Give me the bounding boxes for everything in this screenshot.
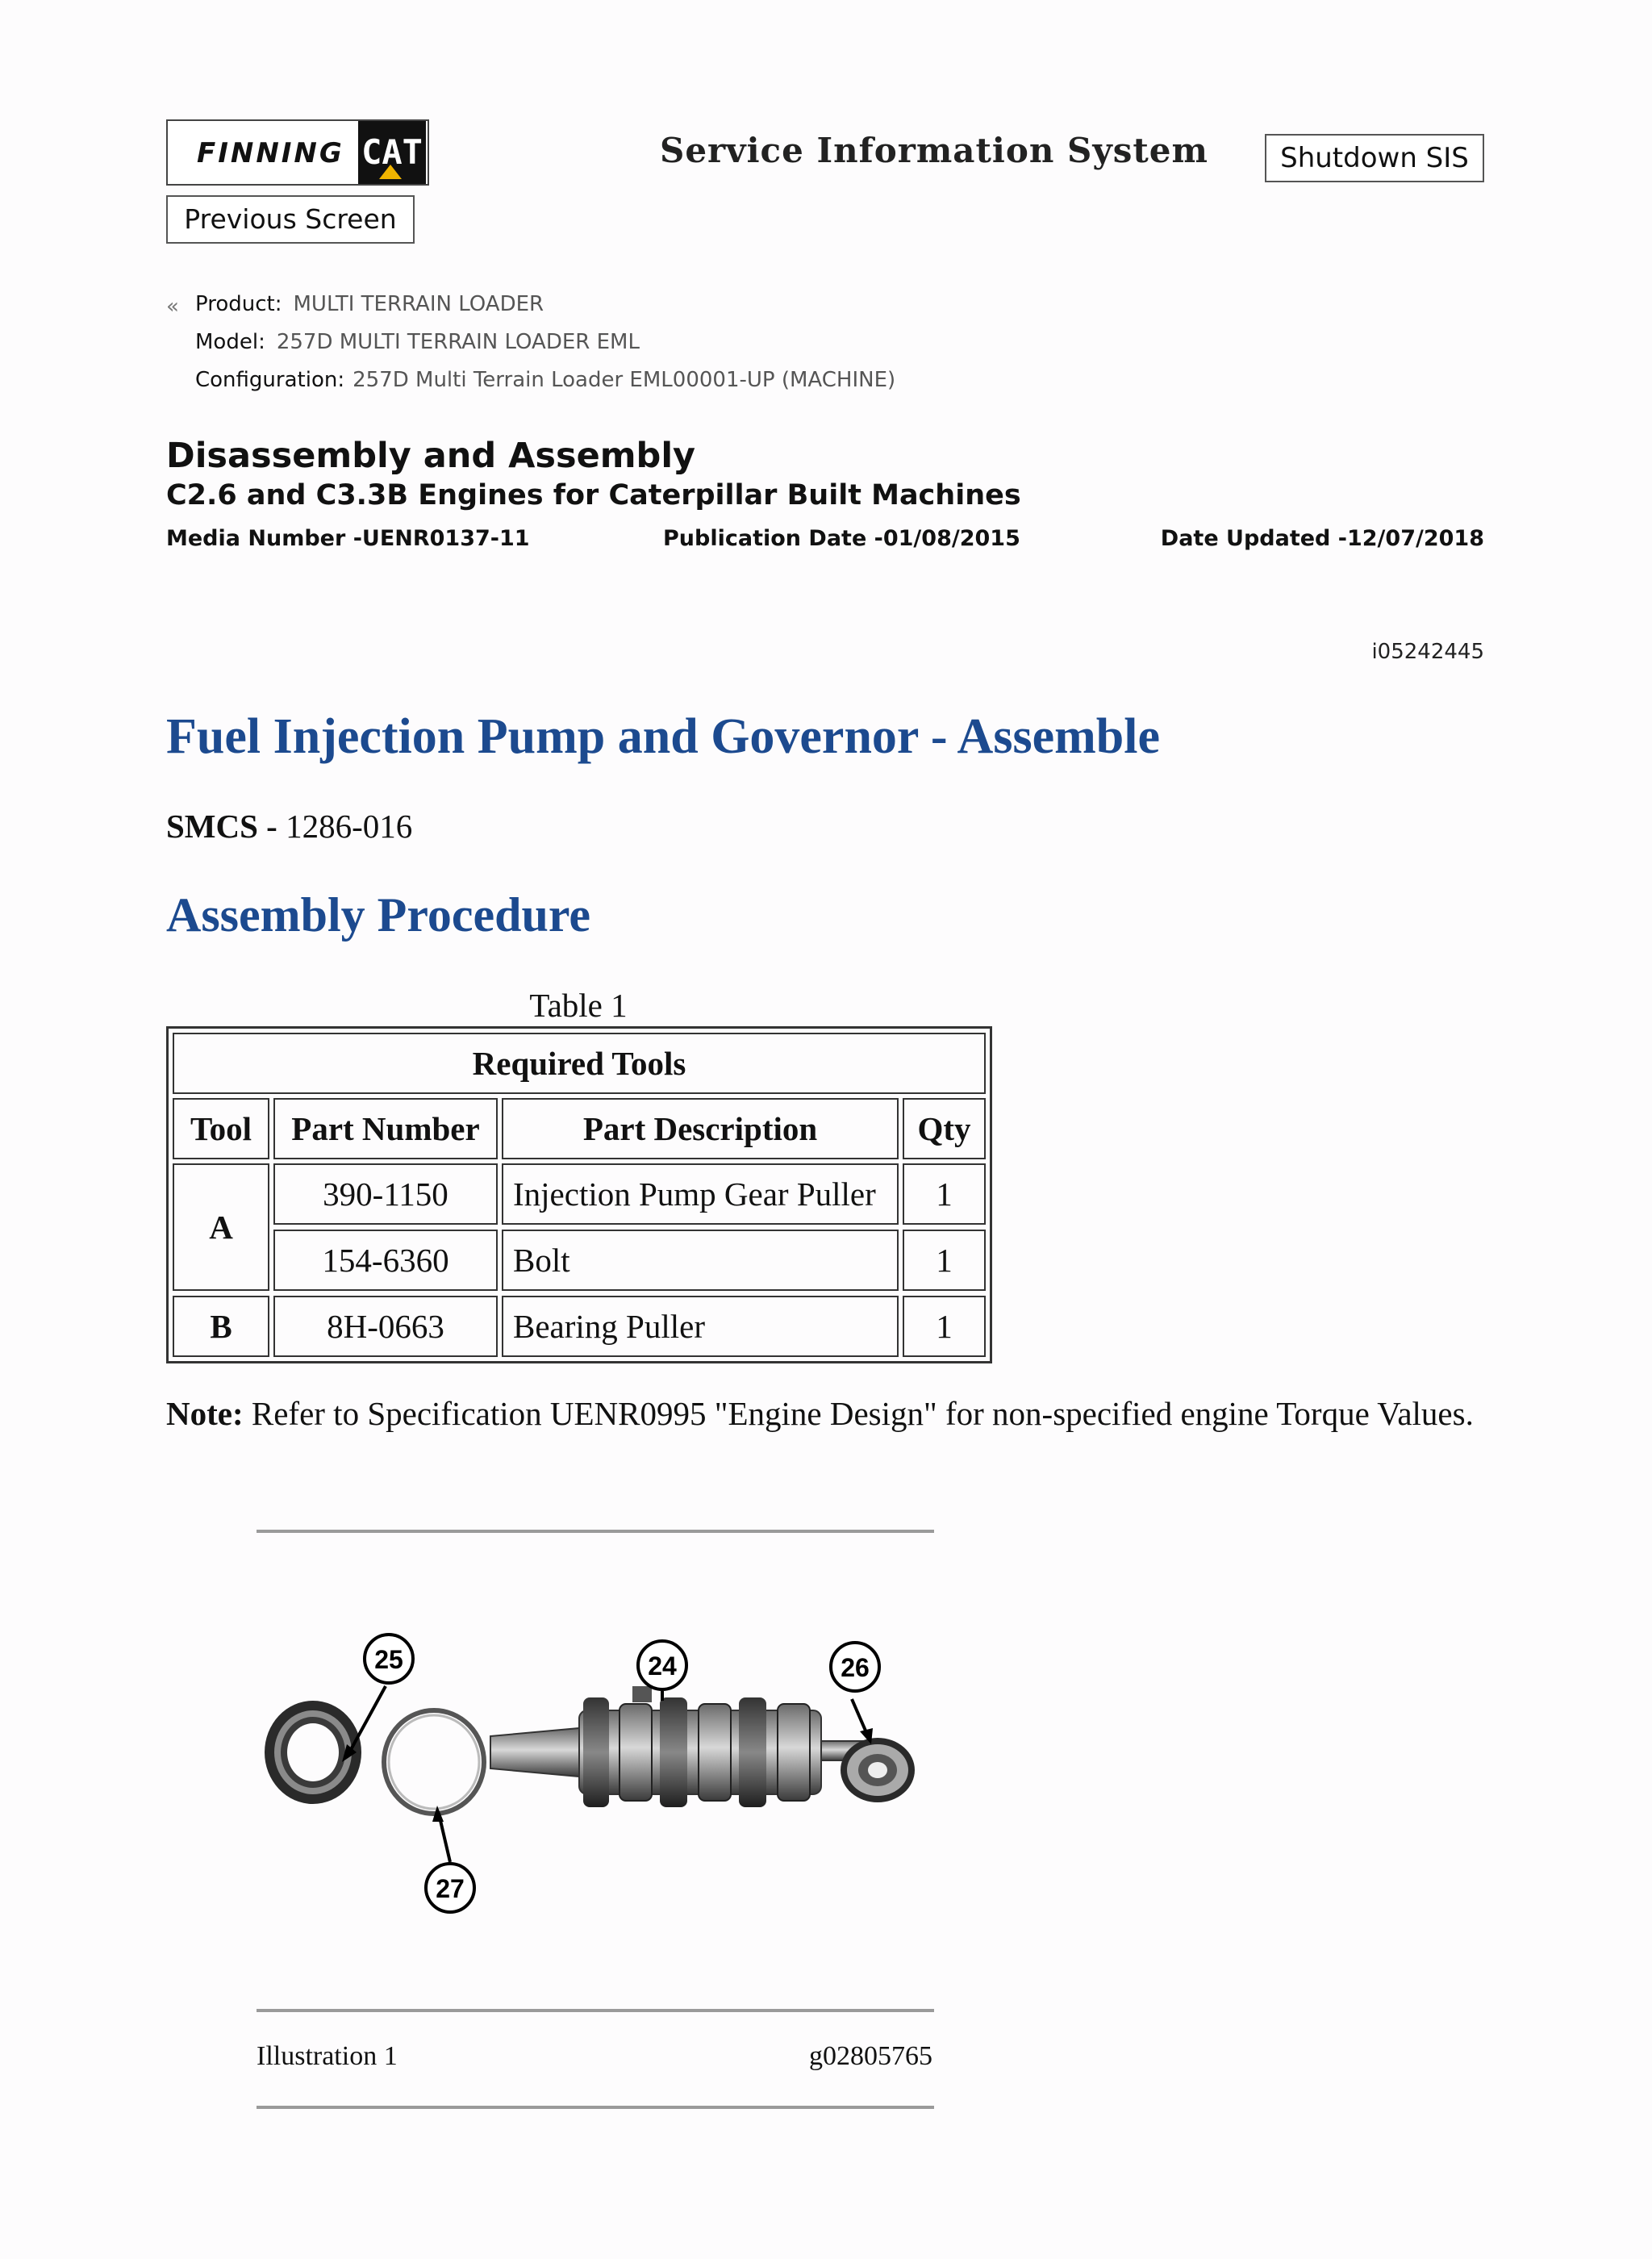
- document-title: Disassembly and Assembly: [166, 436, 696, 476]
- table-cell-qty: 1: [903, 1230, 986, 1291]
- shutdown-sis-button[interactable]: Shutdown SIS: [1265, 134, 1484, 182]
- section-title: Assembly Procedure: [166, 888, 591, 942]
- model-row: [195, 330, 640, 354]
- note-text: Refer to Specification UENR0995 "Engine Design" for non-specified engine Torque Values.: [251, 1395, 1474, 1432]
- ring-27-icon: [384, 1710, 484, 1814]
- camshaft-24-icon: [490, 1686, 879, 1807]
- bearing-26-icon: [841, 1738, 915, 1802]
- system-title: Service Information System: [660, 131, 1208, 170]
- document-subtitle: C2.6 and C3.3B Engines for Caterpillar Built Machines: [166, 479, 1021, 512]
- callout-25: [365, 1635, 413, 1683]
- table-title: Required Tools: [173, 1033, 986, 1094]
- illustration-top-divider: [257, 1530, 934, 1533]
- illustration-id: g02805765: [809, 2041, 932, 2071]
- logo-cat-text: CAT: [361, 132, 423, 172]
- smcs-value: 1286-016: [286, 808, 413, 845]
- document-id: i05242445: [1371, 640, 1484, 664]
- illustration-bottom-divider: [257, 2106, 934, 2109]
- table-cell-description: Injection Pump Gear Puller: [502, 1163, 899, 1225]
- configuration-label: Configuration:: [195, 368, 345, 392]
- table-cell-qty: 1: [903, 1296, 986, 1357]
- date-updated: Date Updated -12/07/2018: [1160, 526, 1484, 551]
- required-tools-table: [166, 1026, 992, 1363]
- table-cell-description: Bolt: [502, 1230, 899, 1291]
- smcs-code: [166, 807, 412, 846]
- callout-24: [638, 1641, 686, 1689]
- column-header-qty: Qty: [903, 1098, 986, 1159]
- product-label: Product:: [195, 292, 282, 316]
- table-cell-tool: A: [173, 1163, 269, 1291]
- callout-26: [831, 1643, 879, 1691]
- finning-cat-logo: [166, 119, 429, 186]
- svg-text:24: 24: [648, 1651, 677, 1681]
- smcs-label: SMCS -: [166, 808, 277, 845]
- column-header-tool: Tool: [173, 1098, 269, 1159]
- illustration-caption-divider: [257, 2009, 934, 2012]
- product-value: MULTI TERRAIN LOADER: [293, 292, 544, 316]
- configuration-value: 257D Multi Terrain Loader EML00001-UP (MACHINE): [353, 368, 896, 392]
- configuration-row: [195, 368, 895, 392]
- page-title: Fuel Injection Pump and Governor - Assemble: [166, 709, 1160, 764]
- media-number: Media Number -UENR0137-11: [166, 526, 530, 551]
- table-cell-part-number: 154-6360: [273, 1230, 498, 1291]
- previous-screen-button[interactable]: Previous Screen: [166, 195, 415, 244]
- model-value: 257D MULTI TERRAIN LOADER EML: [276, 330, 640, 354]
- torque-note: [166, 1394, 1489, 1433]
- fuel-pump-camshaft-illustration: [257, 1565, 934, 1952]
- column-header-part-description: Part Description: [502, 1098, 899, 1159]
- note-label: Note:: [166, 1395, 244, 1432]
- table-cell-part-number: 8H-0663: [273, 1296, 498, 1357]
- svg-text:25: 25: [374, 1645, 403, 1674]
- back-arrow-icon[interactable]: «: [166, 294, 179, 319]
- product-row: [195, 292, 544, 316]
- illustration-label: Illustration 1: [257, 2041, 398, 2071]
- svg-text:26: 26: [841, 1653, 870, 1682]
- logo-finning-text: FINNING: [197, 137, 344, 169]
- table-cell-tool: B: [173, 1296, 269, 1357]
- cat-logo-icon: [358, 121, 426, 184]
- svg-text:27: 27: [436, 1874, 465, 1903]
- model-label: Model:: [195, 330, 265, 354]
- publication-date: Publication Date -01/08/2015: [663, 526, 1020, 551]
- column-header-part-number: Part Number: [273, 1098, 498, 1159]
- table-cell-part-number: 390-1150: [273, 1163, 498, 1225]
- table-cell-qty: 1: [903, 1163, 986, 1225]
- table-cell-description: Bearing Puller: [502, 1296, 899, 1357]
- table-caption: Table 1: [529, 987, 628, 1024]
- callout-27: [426, 1864, 474, 1912]
